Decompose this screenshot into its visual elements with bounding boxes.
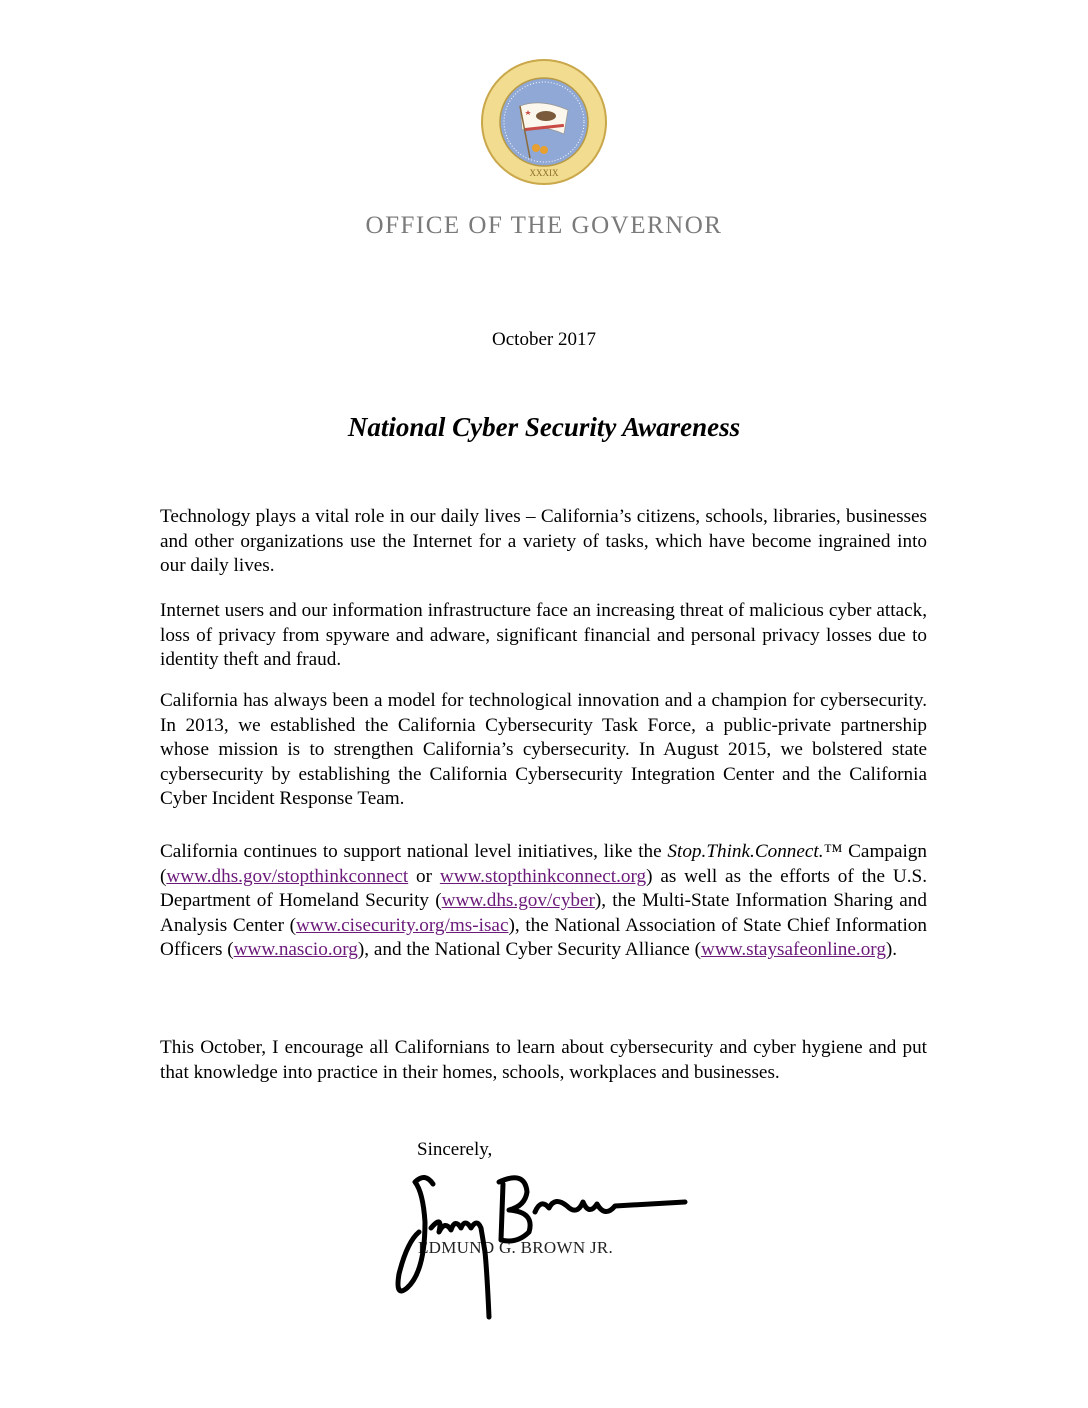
text-segment: ). (885, 939, 898, 961)
link-stopthinkconnect-org[interactable]: www.stopthinkconnect.org (439, 865, 647, 887)
office-of-the-governor-heading: OFFICE OF THE GOVERNOR (365, 212, 723, 239)
text-segment: ) as well as the efforts of the U.S. Department of Homeland Security ( (160, 865, 928, 912)
link-staysafeonline[interactable]: www.staysafeonline.org (701, 939, 886, 961)
signature-icon (385, 1162, 705, 1322)
svg-text:XXXIX: XXXIX (529, 168, 559, 178)
text-segment: ), the Multi-State Information Sharing and Analysis Center ( (160, 890, 927, 936)
text-segment: Campaign ( (160, 841, 927, 887)
text-segment: ), the National Association of State Chief Information Officers ( (160, 914, 927, 961)
paragraph-threats: Internet users and our information infrastructure face an increasing threat of malicious cyber attack, loss of privacy from spyware and adware, significant financial and personal privacy losses due to identity theft and fraud. (160, 600, 927, 671)
paragraph-encourage: This October, I encourage all Californians to learn about cybersecurity and cyber hygiene and put that knowledge into practice in their homes, schools, workplaces and businesses. (160, 1037, 927, 1083)
signatory-name: EDMUND G. BROWN JR. (418, 1238, 614, 1257)
letter-date: October 2017 (492, 329, 596, 350)
letter-title: National Cyber Security Awareness (347, 412, 741, 442)
paragraph-california-model: California has always been a model for technological innovation and a champion for cybersecurity. In 2013, we established the California Cybersecurity Task Force, a public-private partnership whose mission is to strengthen California’s cybersecurity. In August 2015, we bolstered state cybersecurity by establishing the California Cybersecurity Integration Center and the California Cyber Incident Response Team. (160, 690, 927, 810)
link-nascio[interactable]: www.nascio.org (233, 939, 358, 961)
text-segment: ), and the National Cyber Security Alliance ( (357, 939, 702, 961)
campaign-name: Stop.Think.Connect.™ (667, 841, 843, 862)
link-dhs-cyber[interactable]: www.dhs.gov/cyber (441, 890, 595, 912)
salutation: Sincerely, (417, 1139, 493, 1160)
text-segment: California continues to support national level initiatives, like the (160, 841, 668, 862)
paragraph-initiatives (160, 840, 927, 963)
paragraph-technology: Technology plays a vital role in our daily lives – California’s citizens, schools, libraries, businesses and other organizations use the Internet for a variety of tasks, which have become ingrained into our daily lives. (160, 506, 927, 577)
text-segment: or (408, 865, 440, 887)
governor-seal-icon (480, 58, 608, 186)
link-ms-isac[interactable]: www.cisecurity.org/ms-isac (296, 914, 509, 936)
link-dhs-stopthinkconnect[interactable]: www.dhs.gov/stopthinkconnect (166, 865, 409, 887)
